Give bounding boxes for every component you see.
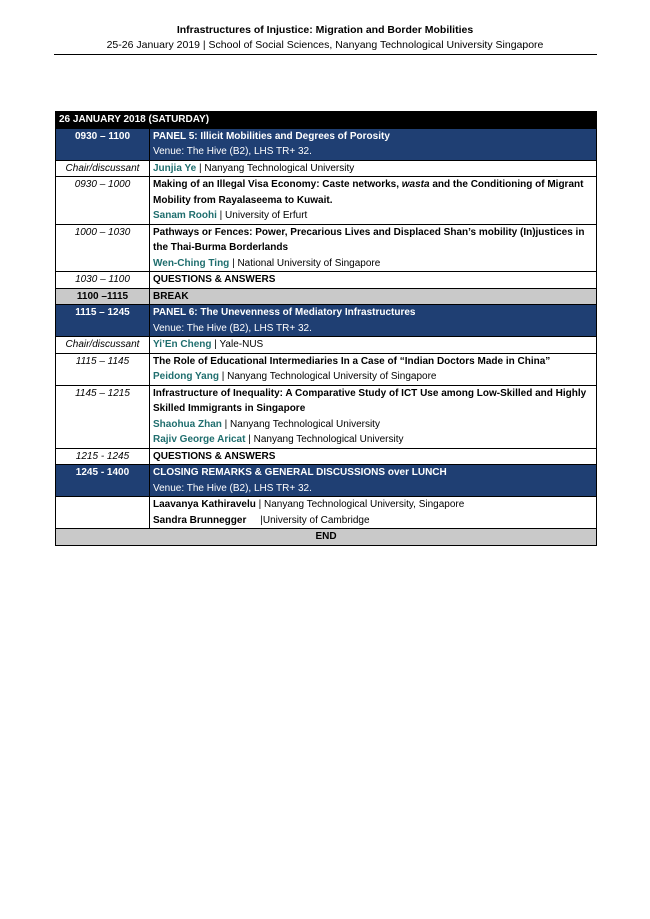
speaker-name: Sanam Roohi <box>153 210 217 221</box>
talk-cell <box>150 224 597 272</box>
talk-title: Pathways or Fences: Power, Precarious Lives and Displaced Shan’s mobility (In)justices in the Thai-Burma Borderlands <box>153 226 585 253</box>
qa-label: QUESTIONS & ANSWERS <box>150 272 597 289</box>
talk-title: The Role of Educational Intermediaries In a Case of “Indian Doctors Made in China” <box>153 355 551 367</box>
closing-info <box>150 465 597 497</box>
empty-cell <box>56 497 150 529</box>
talk-row <box>56 177 597 225</box>
panel-info <box>150 128 597 160</box>
speaker-name: Laavanya Kathiravelu <box>153 499 256 510</box>
talk-time: 1000 – 1030 <box>56 224 150 272</box>
talk-time: 1115 – 1145 <box>56 353 150 385</box>
talk-title-emphasis: wasta <box>401 179 430 190</box>
chair-affiliation: | Nanyang Technological University <box>196 162 355 174</box>
speaker-affiliation: | Nanyang Technological University <box>221 418 380 430</box>
end-row <box>56 529 597 546</box>
chair-label: Chair/discussant <box>56 160 150 177</box>
speaker <box>153 256 593 272</box>
panel-row <box>56 305 597 337</box>
closing-row <box>56 465 597 497</box>
chair-name: Yi’En Cheng <box>153 339 212 350</box>
chair-row <box>56 160 597 177</box>
panel-row <box>56 128 597 160</box>
speaker <box>153 513 593 529</box>
talk-row <box>56 224 597 272</box>
conference-subtitle: 25-26 January 2019 | School of Social Sciences, Nanyang Technological University Singapore <box>106 39 544 51</box>
chair-affiliation: | Yale-NUS <box>211 339 264 350</box>
speaker-affiliation: | National University of Singapore <box>229 257 381 269</box>
programme-table <box>55 111 597 546</box>
chair-cell <box>150 160 597 177</box>
panel-title: PANEL 6: The Unevenness of Mediatory Infrastructures <box>153 307 416 318</box>
speaker-affiliation: | Nanyang Technological University, Singapore <box>255 499 465 510</box>
talk-title: Infrastructure of Inequality: A Comparative Study of ICT Use among Low-Skilled and Highly Skilled Immigrants in Singapore <box>153 387 587 414</box>
panel-venue: Venue: The Hive (B2), LHS TR+ 32. <box>153 322 312 334</box>
speaker-name: Peidong Yang <box>153 371 219 382</box>
break-label: BREAK <box>150 288 597 305</box>
break-row <box>56 288 597 305</box>
qa-row <box>56 448 597 465</box>
speaker-name: Rajiv George Aricat <box>153 434 246 445</box>
speaker-name: Shaohua Zhan <box>153 418 222 430</box>
talk-cell <box>150 385 597 448</box>
speaker-affiliation: | Nanyang Technological University <box>245 434 404 445</box>
speaker <box>153 432 593 448</box>
closing-people <box>150 497 597 529</box>
talk-row <box>56 353 597 385</box>
panel-info <box>150 305 597 337</box>
speaker-name: Sandra Brunnegger <box>153 514 247 526</box>
qa-time: 1215 - 1245 <box>56 448 150 465</box>
panel-time: 0930 – 1100 <box>56 128 150 160</box>
talk-title <box>153 177 593 208</box>
end-label: END <box>56 529 597 546</box>
panel-venue: Venue: The Hive (B2), LHS TR+ 32. <box>153 146 312 157</box>
talk-title-part: and the Conditioning of Migrant Mobility from Rayalaseema to Kuwait. <box>153 179 584 206</box>
header-divider <box>54 54 597 55</box>
chair-row <box>56 337 597 354</box>
speaker-affiliation: |University of Cambridge <box>246 514 370 526</box>
day-heading-row <box>56 112 597 129</box>
panel-time: 1115 – 1245 <box>56 305 150 337</box>
talk-cell <box>150 177 597 225</box>
talk-title-part: Making of an Illegal Visa Economy: Caste networks, <box>153 179 402 190</box>
day-heading: 26 JANUARY 2018 (SATURDAY) <box>56 112 597 129</box>
talk-cell <box>150 353 597 385</box>
talk-row <box>56 385 597 448</box>
closing-time: 1245 - 1400 <box>56 465 150 497</box>
conference-title: Infrastructures of Injustice: Migration and Border Mobilities <box>176 24 474 36</box>
speaker <box>153 208 593 224</box>
closing-venue: Venue: The Hive (B2), LHS TR+ 32. <box>153 482 312 494</box>
panel-title: PANEL 5: Illicit Mobilities and Degrees of Porosity <box>153 130 390 142</box>
speaker-affiliation: | Nanyang Technological University of Singapore <box>218 371 437 382</box>
speaker-affiliation: | University of Erfurt <box>216 210 308 221</box>
document-header <box>0 22 650 53</box>
talk-time: 0930 – 1000 <box>56 177 150 225</box>
talk-time: 1145 – 1215 <box>56 385 150 448</box>
closing-title: CLOSING REMARKS & GENERAL DISCUSSIONS over LUNCH <box>153 467 447 478</box>
speaker <box>153 417 593 433</box>
qa-label: QUESTIONS & ANSWERS <box>150 448 597 465</box>
speaker <box>153 369 593 385</box>
closing-people-row <box>56 497 597 529</box>
speaker <box>153 497 593 513</box>
break-time: 1100 –1115 <box>56 288 150 305</box>
qa-row <box>56 272 597 289</box>
chair-name: Junjia Ye <box>153 162 197 174</box>
chair-label: Chair/discussant <box>56 337 150 354</box>
speaker-name: Wen-Ching Ting <box>153 257 230 269</box>
chair-cell <box>150 337 597 354</box>
qa-time: 1030 – 1100 <box>56 272 150 289</box>
